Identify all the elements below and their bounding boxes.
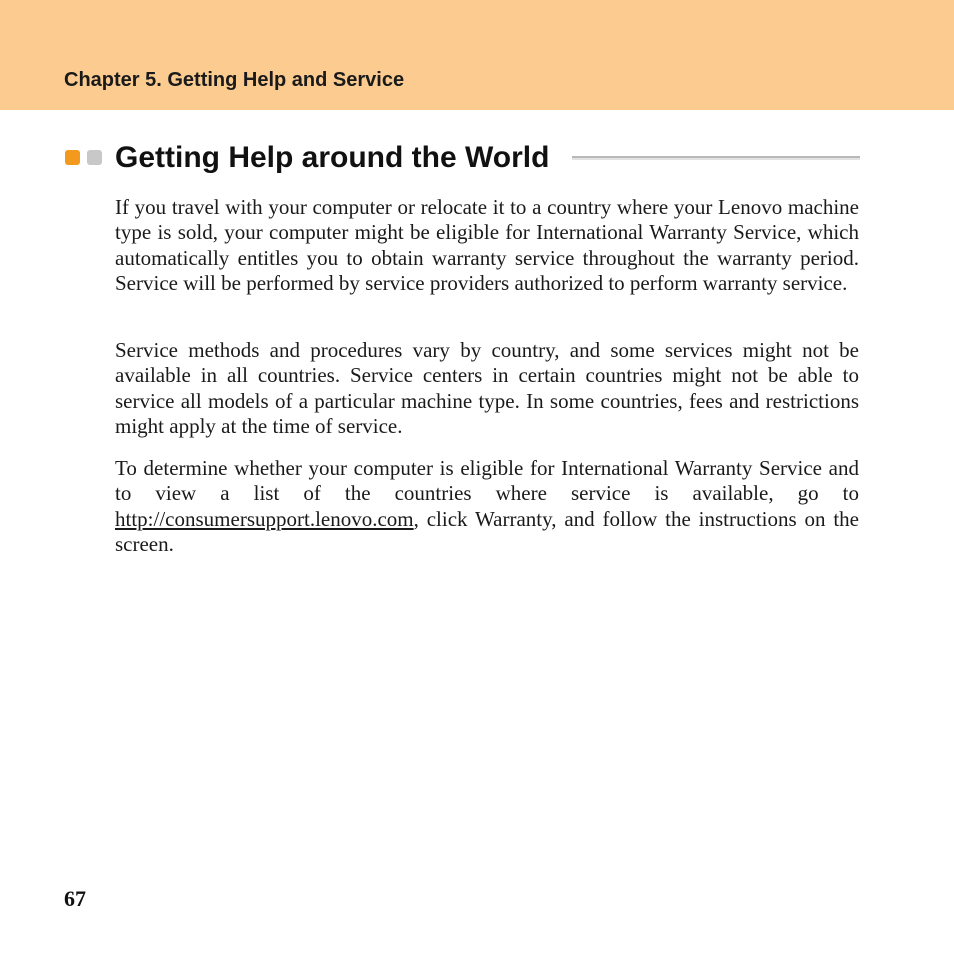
heading-rule bbox=[572, 156, 860, 160]
chapter-title: Chapter 5. Getting Help and Service bbox=[64, 69, 405, 91]
orange-square-icon bbox=[65, 150, 80, 165]
consumer-support-link[interactable]: http://consumersupport.lenovo.com bbox=[115, 506, 414, 531]
paragraph-text-before-link: To determine whether your computer is eligible for International Warranty Service and to view a list of the countries where service is available, go to bbox=[115, 456, 859, 506]
section-heading bbox=[64, 138, 860, 178]
page-number: 67 bbox=[64, 886, 86, 911]
header-band bbox=[0, 0, 954, 110]
paragraph-warranty-eligibility: If you travel with your computer or relocate it to a country where your Lenovo machine type is sold, your computer might be eligible for International Warranty Service, which automatically entitles you to obtain warranty service throughout the warranty period. Service will be performed by service providers authorized to perform warranty service. bbox=[115, 195, 859, 295]
paragraph-service-methods: Service methods and procedures vary by country, and some services might not be available in all countries. Service centers in certain countries might not be able to service all models of a particular machine type. In some countries, fees and restrictions might apply at the time of service. bbox=[115, 338, 859, 438]
section-title: Getting Help around the World bbox=[115, 141, 550, 174]
gray-square-icon bbox=[87, 150, 102, 165]
paragraph-determine-eligibility bbox=[115, 456, 859, 557]
paragraph-text-after-link: , click Warranty, and follow the instructions on the screen. bbox=[115, 506, 859, 556]
